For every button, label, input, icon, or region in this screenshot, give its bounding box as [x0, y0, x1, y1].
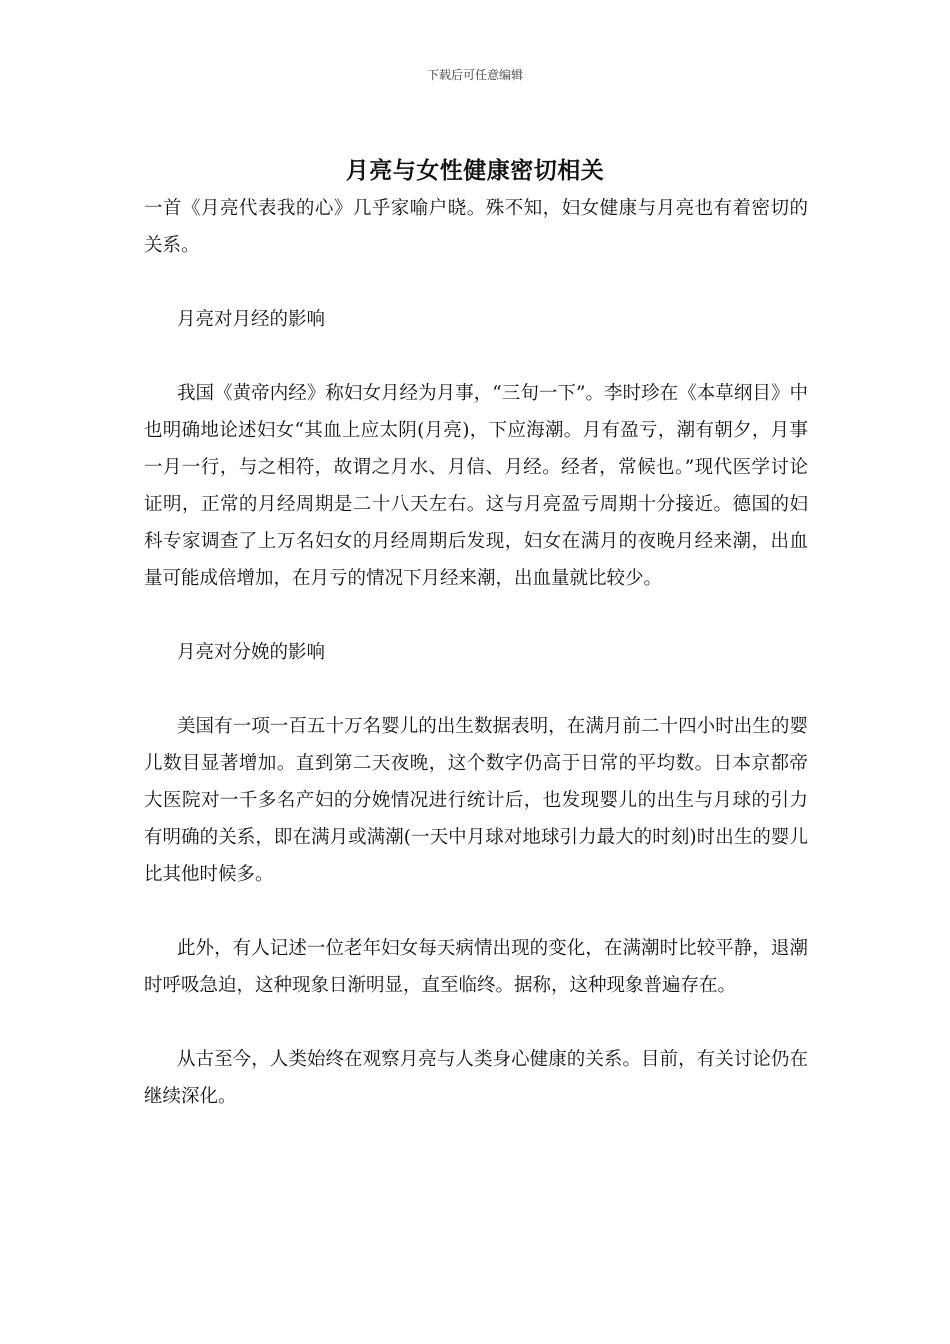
- closing-paragraph-elderly: 此外，有人记述一位老年妇女每天病情出现的变化，在满潮时比较平静，退潮时呼吸急迫，这种现象日渐明显，直至临终。据称，这种现象普遍存在。: [144, 938, 808, 996]
- section-heading-childbirth: 月亮对分娩的影响: [177, 642, 326, 663]
- section-heading-menstruation: 月亮对月经的影响: [177, 309, 326, 330]
- page-header-note: 下载后可任意编辑: [426, 68, 523, 82]
- closing-paragraph-conclusion: 从古至今，人类始终在观察月亮与人类身心健康的关系。目前，有关讨论仍在继续深化。: [144, 1049, 808, 1107]
- document-body: [144, 190, 808, 1115]
- intro-paragraph: 一首《月亮代表我的心》几乎家喻户晓。殊不知，妇女健康与月亮也有着密切的关系。: [144, 198, 808, 256]
- page-title: 月亮与女性健康密切相关: [345, 157, 605, 184]
- section-paragraph-childbirth: 美国有一项一百五十万名婴儿的出生数据表明，在满月前二十四小时出生的婴儿数目显著增加。直到第二天夜晚，这个数字仍高于日常的平均数。日本京都帝大医院对一千多名产妇的分娩情况进行统计后，也发现婴儿的出生与月球的引力有明确的关系，即在满月或满潮(一天中月球对地球引力最大的时刻)时出生的婴儿比其他时候多。: [144, 716, 808, 885]
- section-paragraph-menstruation: 我国《黄帝内经》称妇女月经为月事，“三旬一下”。李时珍在《本草纲目》中也明确地论述妇女“其血上应太阴(月亮)，下应海潮。月有盈亏，潮有朝夕，月事一月一行，与之相符，故谓之月水、月信、月经。经者，常候也。”现代医学讨论证明，正常的月经周期是二十八天左右。这与月亮盈亏周期十分接近。德国的妇科专家调查了上万名妇女的月经周期后发现，妇女在满月的夜晚月经来潮，出血量可能成倍增加，在月亏的情况下月经来潮，出血量就比较少。: [144, 383, 808, 589]
